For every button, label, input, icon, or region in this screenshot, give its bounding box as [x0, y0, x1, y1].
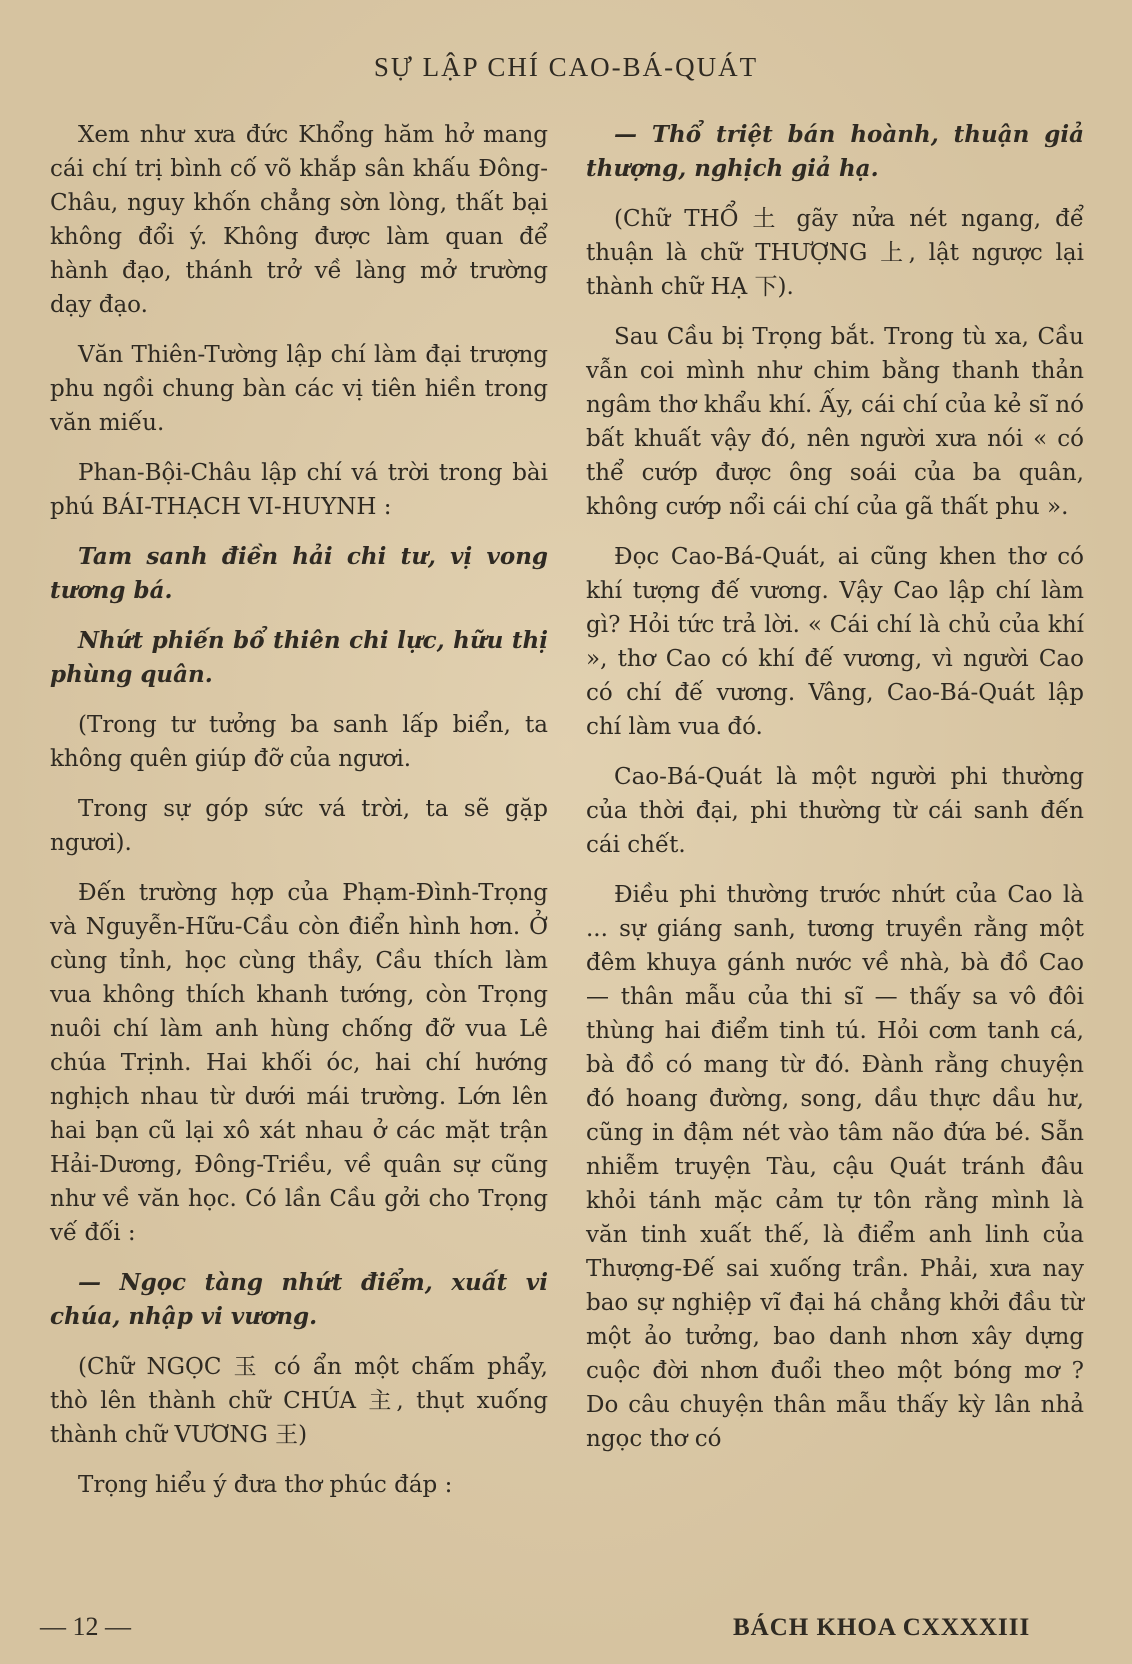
- verse-line: Nhứt phiến bổ thiên chi lực, hữu thị phùng quân.: [50, 627, 548, 688]
- paragraph: Đến trường hợp của Phạm-Đình-Trọng và Nguyễn-Hữu-Cầu còn điển hình hơn. Ở cùng tỉnh, học cùng thầy, Cầu thích làm vua không thích khanh tướng, còn Trọng nuôi chí làm anh hùng chống đỡ vua Lê chúa Trịnh. Hai khối óc, hai chí hướng nghịch nhau từ dưới mái trường. Lớn lên hai bạn cũ lại xô xát nhau ở các mặt trận Hải-Dương, Đông-Triều, về quân sự cũng như về văn học. Có lần Cầu gởi cho Trọng vế đối :: [50, 880, 548, 1246]
- verse-line: Tam sanh điền hải chi tư, vị vong tương bá.: [50, 543, 548, 604]
- paragraph: Trọng hiểu ý đưa thơ phúc đáp :: [78, 1472, 453, 1498]
- paragraph: Điều phi thường trước nhứt của Cao là ... sự giáng sanh, tương truyền rằng một đêm khuya gánh nước về nhà, bà đồ Cao — thân mẫu của thi sĩ — thấy sa vô đôi thùng hai điểm tinh tú. Hỏi cơm tanh cá, bà đồ có mang từ đó. Đành rằng chuyện đó hoang đường, song, dầu thực dầu hư, cũng in đậm nét vào tâm não đứa bé. Sẵn nhiễm truyện Tàu, cậu Quát tránh đâu khỏi tánh mặc cảm tự tôn rằng mình là văn tinh xuất thế, là điểm anh linh của Thượng-Đế sai xuống trần. Phải, xưa nay bao sự nghiệp vĩ đại há chẳng khởi đầu từ một ảo tưởng, bao danh nhơn xây dựng cuộc đời nhơn đuổi theo một bóng mơ ? Do câu chuyện thân mẫu thấy kỳ lân nhả ngọc thơ có: [586, 882, 1084, 1452]
- verse-line: — Thổ triệt bán hoành, thuận giả thượng, nghịch giả hạ.: [586, 121, 1084, 182]
- paragraph: Văn Thiên-Tường lập chí làm đại trượng phu ngồi chung bàn các vị tiên hiền trong văn miếu.: [50, 342, 548, 436]
- right-column: [586, 118, 1084, 1472]
- page-number: — 12 —: [40, 1612, 131, 1641]
- left-column: [50, 118, 548, 1518]
- page-title: SỰ LẬP CHÍ CAO-BÁ-QUÁT: [373, 52, 759, 82]
- journal-name: BÁCH KHOA CXXXXIII: [733, 1614, 1031, 1641]
- paragraph: (Chữ THỔ 土 gãy nửa nét ngang, để thuận là chữ THƯỢNG 上, lật ngược lại thành chữ HẠ 下).: [586, 206, 1084, 300]
- paragraph: (Trong tư tưởng ba sanh lấp biển, ta không quên giúp đỡ của ngươi.: [50, 712, 548, 772]
- paragraph: Xem như xưa đức Khổng hăm hở mang cái chí trị bình cố võ khắp sân khấu Đông-Châu, nguy khốn chẳng sờn lòng, thất bại không đổi ý. Không được làm quan để hành đạo, thánh trở về làng mở trường dạy đạo.: [50, 122, 548, 318]
- paragraph: Đọc Cao-Bá-Quát, ai cũng khen thơ có khí tượng đế vương. Vậy Cao lập chí làm gì? Hỏi tức trả lời. « Cái chí là chủ của khí », thơ Cao có khí đế vương, vì người Cao có chí đế vương. Vâng, Cao-Bá-Quát lập chí làm vua đó.: [586, 544, 1084, 740]
- verse-line: — Ngọc tàng nhứt điểm, xuất vi chúa, nhập vi vương.: [50, 1269, 548, 1330]
- paragraph: Cao-Bá-Quát là một người phi thường của thời đại, phi thường từ cái sanh đến cái chết.: [586, 764, 1084, 858]
- paragraph: (Chữ NGỌC 玉 có ẩn một chấm phẩy, thò lên thành chữ CHÚA 主, thụt xuống thành chữ VƯƠNG 王): [50, 1354, 548, 1448]
- paragraph: Trong sự góp sức vá trời, ta sẽ gặp ngươi).: [50, 796, 548, 856]
- paragraph: Sau Cầu bị Trọng bắt. Trong tù xa, Cầu vẫn coi mình như chim bằng thanh thản ngâm thơ khẩu khí. Ấy, cái chí của kẻ sĩ nó bất khuất vậy đó, nên người xưa nói « có thể cướp được ông soái của ba quân, không cướp nổi cái chí của gã thất phu ».: [586, 324, 1084, 520]
- paragraph: Phan-Bội-Châu lập chí vá trời trong bài phú BÁI-THẠCH VI-HUYNH :: [50, 460, 548, 520]
